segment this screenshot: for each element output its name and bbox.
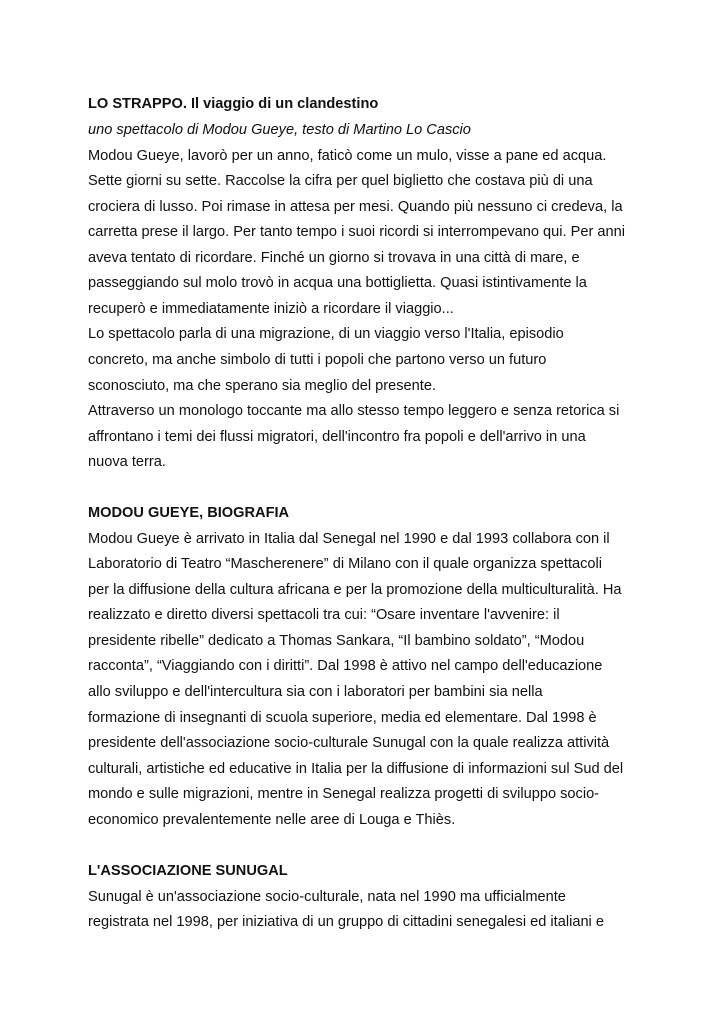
paragraph-line: mondo e sulle migrazioni, mentre in Senegal realizza progetti di sviluppo socio- xyxy=(88,786,600,802)
paragraph-line: Modou Gueye, lavorò per un anno, faticò come un mulo, visse a pane ed acqua. xyxy=(88,148,607,164)
paragraph-line: concreto, ma anche simbolo di tutti i popoli che partono verso un futuro xyxy=(88,352,547,368)
paragraph-line: recuperò e immediatamente iniziò a ricordare il viaggio... xyxy=(88,301,454,317)
paragraph-line: realizzato e diretto diversi spettacoli tra cui: “Osare inventare l'avvenire: il xyxy=(88,607,560,623)
paragraph-line: presidente ribelle” dedicato a Thomas Sankara, “Il bambino soldato”, “Modou xyxy=(88,633,585,649)
paragraph-line: presidente dell'associazione socio-culturale Sunugal con la quale realizza attività xyxy=(88,735,610,751)
section-heading-biografia: MODOU GUEYE, BIOGRAFIA xyxy=(88,505,290,521)
paragraph-line: economico prevalentemente nelle aree di Louga e Thiès. xyxy=(88,812,456,828)
paragraph-line: registrata nel 1998, per iniziativa di un gruppo di cittadini senegalesi ed italiani e xyxy=(88,914,604,930)
paragraph-line: aveva tentato di ricordare. Finché un giorno si trovava in una città di mare, e xyxy=(88,250,580,266)
section-heading-associazione: L'ASSOCIAZIONE SUNUGAL xyxy=(88,863,288,879)
paragraph-line: Sunugal è un'associazione socio-culturale, nata nel 1990 ma ufficialmente xyxy=(88,889,566,905)
paragraph-line: crociera di lusso. Poi rimase in attesa per mesi. Quando più nessuno ci credeva, la xyxy=(88,199,623,215)
paragraph-line: carretta prese il largo. Per tanto tempo i suoi ricordi si interrompevano qui. Per anni xyxy=(88,224,625,240)
paragraph-line: per la diffusione della cultura africana e per la promozione della multiculturalità. Ha xyxy=(88,582,622,598)
paragraph-line: sconosciuto, ma che sperano sia meglio del presente. xyxy=(88,378,437,394)
paragraph-line: nuova terra. xyxy=(88,454,166,470)
paragraph-line: culturali, artistiche ed educative in Italia per la diffusione di informazioni sul Sud del xyxy=(88,761,624,777)
paragraph-line: racconta”, “Viaggiando con i diritti”. Dal 1998 è attivo nel campo dell'educazione xyxy=(88,658,603,674)
section-subtitle: uno spettacolo di Modou Gueye, testo di Martino Lo Cascio xyxy=(88,122,471,138)
paragraph-line: Sette giorni su sette. Raccolse la cifra per quel biglietto che costava più di una xyxy=(88,173,593,189)
paragraph-line: Laboratorio di Teatro “Mascherenere” di Milano con il quale organizza spettacoli xyxy=(88,556,603,572)
paragraph-line: affrontano i temi dei flussi migratori, dell'incontro fra popoli e dell'arrivo in una xyxy=(88,429,586,445)
paragraph-line: passeggiando sul molo trovò in acqua una bottiglietta. Quasi istintivamente la xyxy=(88,275,587,291)
paragraph-line: Lo spettacolo parla di una migrazione, di un viaggio verso l'Italia, episodio xyxy=(88,326,564,342)
paragraph-line: Modou Gueye è arrivato in Italia dal Senegal nel 1990 e dal 1993 collabora con il xyxy=(88,531,610,547)
paragraph-line: formazione di insegnanti di scuola superiore, media ed elementare. Dal 1998 è xyxy=(88,710,597,726)
paragraph-line: allo sviluppo e dell'intercultura sia con i laboratori per bambini sia nella xyxy=(88,684,543,700)
section-heading-lo-strappo: LO STRAPPO. Il viaggio di un clandestino xyxy=(88,96,379,112)
paragraph-line: Attraverso un monologo toccante ma allo stesso tempo leggero e senza retorica si xyxy=(88,403,620,419)
